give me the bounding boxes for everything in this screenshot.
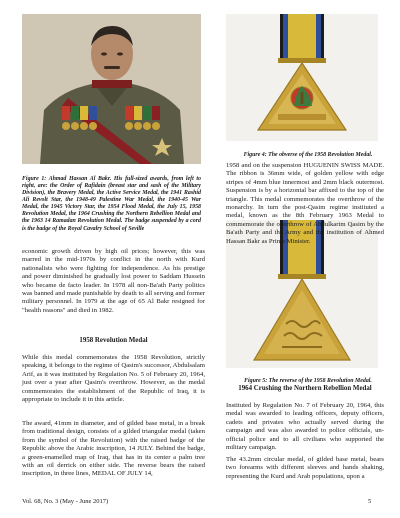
figure-4-caption: Figure 4: The obverse of the 1958 Revolution Medal. xyxy=(243,151,373,158)
left-paragraph-3: The award, 41mm in diameter, and of gilded base metal, in a break from traditional design, consists of a gilded triangular medal (taken from the symbol of the Revolution) with the raised badge of the Republic above the Arabic inscription, 14 JULY. Behind the badge, a green-enamelled map of Iraq, that has in its center a palm tree with an oil derrick on either side. The reverse bears the raised inscription, in three lines, MEDAL OF JULY 14, xyxy=(22,420,205,478)
right-paragraph-2: Instituted by Regulation No. 7 of February 20, 1964, this medal was awarded to leading officers, deputy officers, cadets and privates who actually served during the campaign and was also awarded to police officials, un-official police and to all civilians who supported the military campaign. xyxy=(226,402,384,452)
figure-5-caption: Figure 5: The reverse of the 1958 Revolution Medal. xyxy=(244,377,372,384)
portrait-photo xyxy=(22,14,201,164)
section-heading-1964: 1964 Crushing the Northern Rebellion Medal xyxy=(238,385,372,392)
medal-obverse-image xyxy=(226,14,378,141)
figure-1-caption: Figure 1: Ahmad Hassan Al Bakr. His full-sized awards, from left to right, are: the Order of Rafidain (breast star and sash of the Military Division), the Bravery Medal, the Active Service Medal, the 1941 Rashid Ali Revolt Star, the 1948-49 Palestine War Medal, the 1940-45 War Medal, the 1945 Victory Star, the 1954 Flood Medal, the July 15, 1958 Revolution Medal, the 1964 Crushing the Northern Rebellion Medal and the 1963 14 Ramadan Revolution Medal. The badge suspended by a cord is the badge of the Royal Cavalry School of Seville xyxy=(22,175,201,232)
footer-volume: Vol. 68, No. 3 (May - June 2017) xyxy=(22,498,109,505)
right-paragraph-3: The 43.2mm circular medal, of gilded base metal, bears two forearms with different sleeves and hands shaking, representing the Kurd and Arab populations, upon a xyxy=(226,456,384,480)
left-paragraph-2: While this medal commemorates the 1958 Revolution, strictly speaking, it belongs to the regime of Qasim's successor, Abdulsalam Arif, as it was instituted by Regulation No. 5 of February 20, 1964, just over a year after Qasim's overthrow. However, as the medal commemorates the establishment of the Republic of Iraq, it is appropriate to include it in this article. xyxy=(22,354,205,404)
left-paragraph-1: economic growth driven by high oil prices; however, this was marred in the mid-1970s by conflict in the north with Kurd nationalists who were fighting for independence. As his prestige and power diminished he gradually lost power to Saddam Hussein who became de facto leader. In 1978 all non-Ba'ath Party politics was banned and made punishable by death to all serving and former military personnel. In 1979 at the age of 65 Al Bakr resigned for "health reasons" and died in 1982. xyxy=(22,248,205,314)
right-paragraph-1: 1958 and on the suspension HUGUENIN SWISS MADE. The ribbon is 36mm wide, of golden yellow with edge stripes of 4mm blue innermost and 2mm black outermost. Suspension is by a horizontal bar affixed to the top of the triangle. This medal commemorates the overthrow of the monarchy. In turn the post-Qasim regime instituted a medal, known as the 8th February 1963 Medal to commemorate the overthrow of Abdulkarim Qasim by the Ba'ath Party and the Army and the institution of Ahmed Hassan Bakr as Prime Minister. xyxy=(226,162,384,245)
section-heading-1958: 1958 Revolution Medal xyxy=(79,337,148,344)
page-number: 5 xyxy=(368,498,372,505)
